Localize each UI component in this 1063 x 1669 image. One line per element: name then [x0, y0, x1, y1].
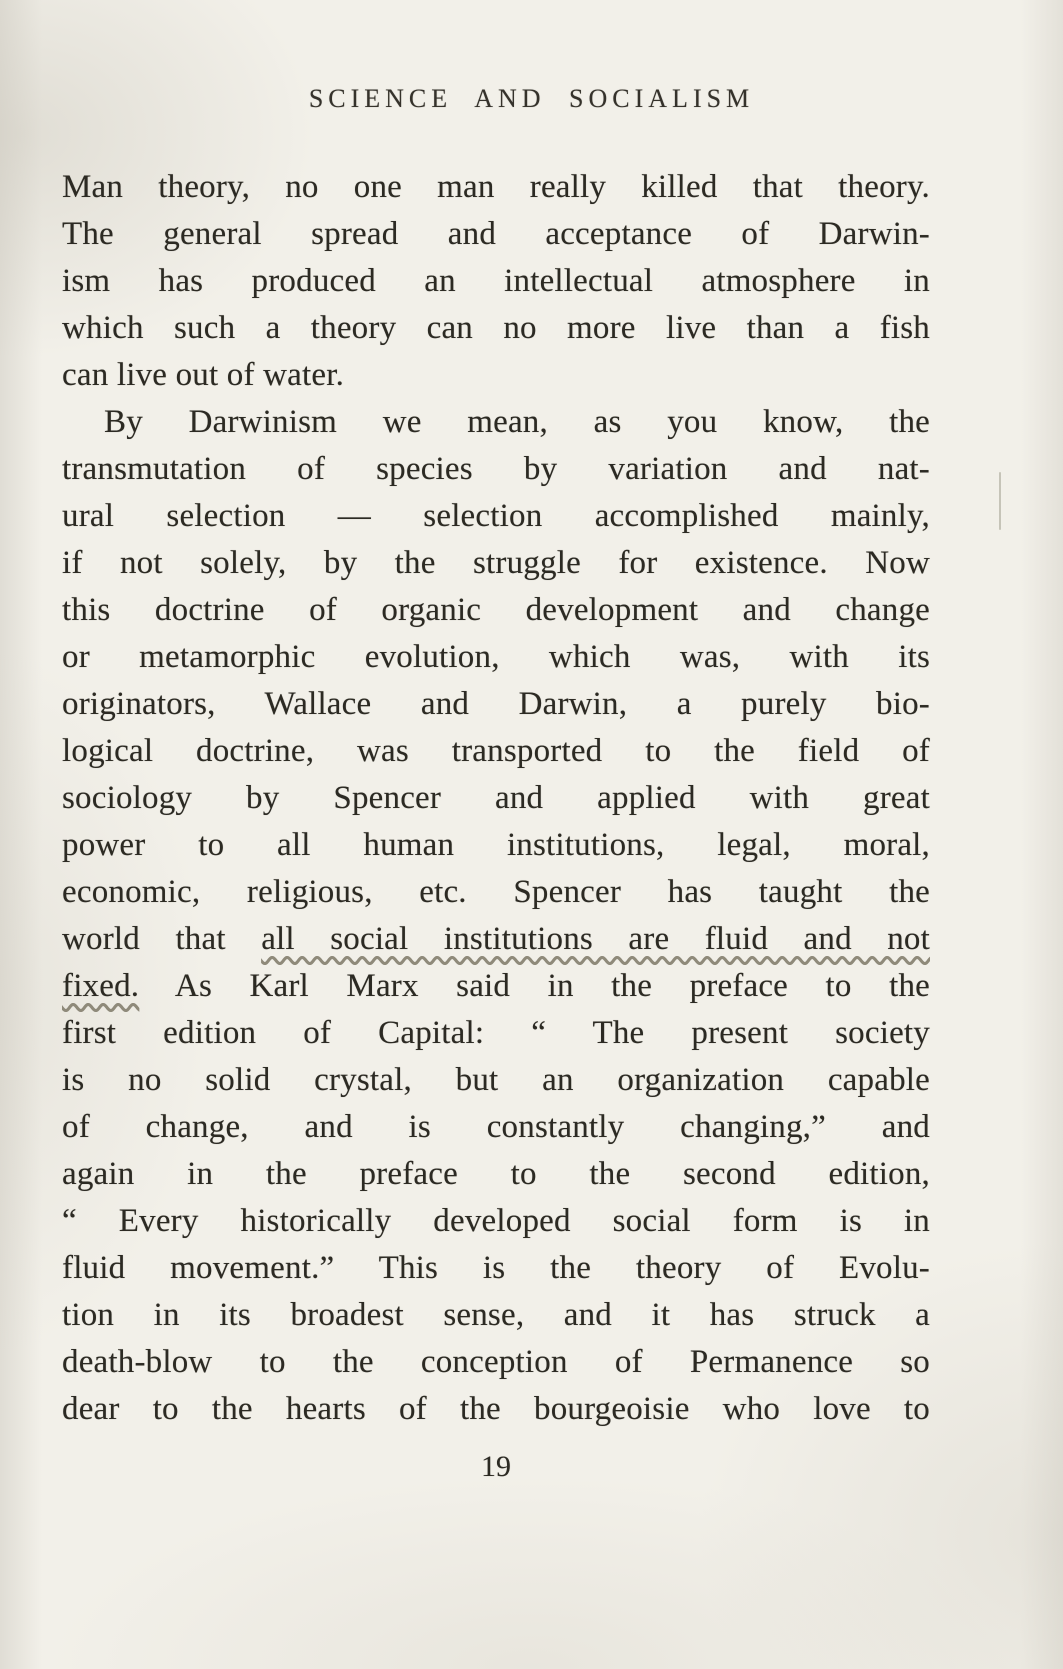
text-line: Man theory, no one man really killed that theory.	[62, 169, 930, 205]
text-line: can live out of water.	[62, 357, 345, 393]
text-line: tion in its broadest sense, and it has struck a	[62, 1297, 930, 1333]
text-segment: As Karl Marx said in the preface to the	[139, 968, 930, 1004]
text-line	[62, 963, 930, 1010]
text-line: sociology by Spencer and applied with great	[62, 780, 930, 816]
text-line: power to all human institutions, legal, moral,	[62, 827, 930, 863]
text-line: death-blow to the conception of Permanence so	[62, 1344, 930, 1380]
text-line: of change, and is constantly changing,” and	[62, 1109, 930, 1145]
text-line: fluid movement.” This is the theory of Evolu-	[62, 1250, 930, 1286]
text-line: dear to the hearts of the bourgeoisie who love to	[62, 1391, 930, 1427]
pencil-underline: all social institutions are fluid and not	[261, 921, 930, 957]
text-line: ism has produced an intellectual atmosphere in	[62, 263, 930, 299]
page-number: 19	[481, 1450, 511, 1483]
paragraph	[62, 399, 930, 1433]
text-line: The general spread and acceptance of Darwin-	[62, 216, 930, 252]
text-line: “ Every historically developed social form is in	[62, 1203, 930, 1239]
text-line: or metamorphic evolution, which was, with its	[62, 639, 930, 675]
text-line: economic, religious, etc. Spencer has taught the	[62, 874, 930, 910]
running-head: SCIENCE AND SOCIALISM	[308, 84, 755, 113]
body-text	[62, 164, 930, 1433]
text-line: ural selection — selection accomplished mainly,	[62, 498, 930, 534]
text-line: originators, Wallace and Darwin, a purely bio-	[62, 686, 930, 722]
text-line: this doctrine of organic development and change	[62, 592, 930, 628]
page-crease-mark	[999, 472, 1001, 530]
text-segment: world that	[62, 921, 262, 957]
text-line	[62, 916, 930, 963]
text-line: By Darwinism we mean, as you know, the	[104, 404, 930, 440]
text-line: if not solely, by the struggle for existence. Now	[62, 545, 930, 581]
text-line: logical doctrine, was transported to the field of	[62, 733, 930, 769]
text-line: is no solid crystal, but an organization capable	[62, 1062, 930, 1098]
text-line: transmutation of species by variation and nat-	[62, 451, 930, 487]
pencil-underline: fixed.	[62, 968, 140, 1004]
text-line: first edition of Capital: “ The present society	[62, 1015, 930, 1051]
text-line: which such a theory can no more live than a fish	[62, 310, 930, 346]
text-line: again in the preface to the second edition,	[62, 1156, 930, 1192]
paragraph	[62, 164, 930, 399]
